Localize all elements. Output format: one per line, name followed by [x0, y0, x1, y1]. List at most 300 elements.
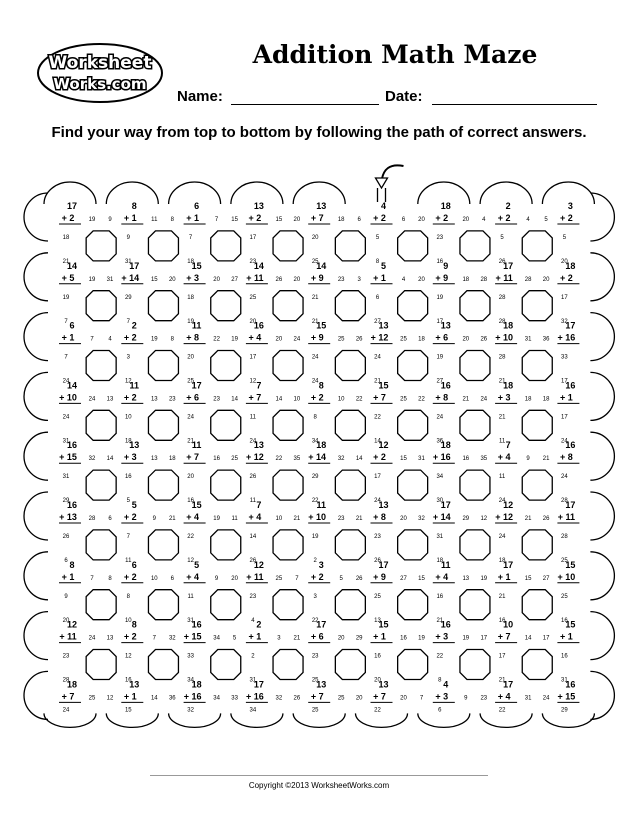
maze-wall-octagon: [335, 291, 365, 321]
problem-addend-bottom: + 4: [497, 452, 511, 463]
problem-addend-top: 3: [318, 559, 324, 570]
answer-label: 14: [355, 456, 363, 463]
maze-wall-octagon: [148, 231, 178, 261]
answer-label: 20: [462, 336, 470, 343]
answer-label: 22: [436, 653, 444, 660]
maze-wall-octagon: [148, 590, 178, 620]
answer-label: 6: [375, 294, 380, 301]
answer-label: 20: [293, 276, 301, 283]
answer-label: 25: [374, 593, 381, 600]
answer-label: 22: [213, 336, 220, 343]
answer-label: 15: [150, 276, 158, 283]
answer-label: 15: [124, 707, 132, 714]
answer-label: 26: [480, 336, 488, 343]
answer-label: 26: [355, 575, 363, 582]
problem-addend-bottom: + 10: [308, 512, 327, 522]
maze-wall-octagon: [148, 530, 178, 560]
problem-addend-bottom: + 11: [495, 272, 513, 283]
maze-side-bump: [24, 372, 48, 420]
problem-addend-top: 11: [191, 320, 202, 331]
answer-label: 34: [436, 474, 444, 481]
problem-addend-bottom: + 2: [123, 392, 137, 403]
answer-label: 3: [313, 593, 317, 600]
maze-bottom-bump: [542, 713, 594, 727]
problem-addend-top: 7: [505, 440, 511, 451]
maze-wall-octagon: [148, 351, 178, 381]
maze-wall-octagon: [335, 470, 365, 500]
answer-label: 9: [64, 593, 68, 600]
answer-label: 28: [498, 354, 506, 361]
problem-addend-top: 14: [66, 380, 78, 391]
answer-label: 24: [561, 474, 568, 481]
problem-addend-top: 2: [131, 320, 137, 331]
answer-label: 21: [498, 593, 506, 600]
answer-label: 14: [231, 396, 238, 403]
problem-addend-bottom: + 2: [248, 213, 262, 223]
answer-label: 16: [462, 456, 470, 463]
answer-label: 18: [62, 235, 70, 241]
maze-wall-octagon: [398, 231, 428, 261]
answer-label: 11: [231, 516, 238, 522]
maze-wall-octagon: [211, 291, 241, 321]
answer-label: 8: [438, 677, 442, 684]
problem-addend-bottom: + 1: [373, 631, 386, 642]
maze-wall-octagon: [460, 470, 490, 500]
answer-label: 13: [150, 456, 158, 463]
problem-addend-bottom: + 7: [497, 631, 511, 642]
answer-label: 14: [150, 695, 158, 702]
answer-label: 16: [561, 617, 568, 624]
answer-label: 11: [187, 593, 194, 600]
problem-addend-top: 6: [194, 201, 200, 211]
answer-label: 20: [311, 235, 319, 241]
answer-label: 16: [436, 259, 444, 265]
answer-label: 10: [124, 617, 132, 624]
answer-label: 9: [214, 575, 219, 582]
answer-label: 32: [561, 318, 568, 325]
problem-addend-top: 17: [316, 619, 327, 630]
instructions: Find your way from top to bottom by following the path of correct answers.: [51, 124, 587, 141]
answer-label: 23: [337, 276, 345, 283]
answer-label: 12: [106, 695, 114, 702]
problem-addend-top: 12: [378, 440, 389, 451]
problem-addend-bottom: + 4: [435, 571, 449, 582]
answer-label: 6: [108, 516, 112, 522]
answer-label: 21: [355, 516, 363, 522]
answer-label: 11: [498, 474, 506, 481]
answer-label: 19: [187, 318, 194, 325]
answer-label: 20: [275, 336, 283, 343]
answer-label: 36: [436, 438, 444, 445]
problem-addend-top: 2: [256, 619, 262, 630]
answer-label: 26: [249, 474, 257, 481]
answer-label: 26: [62, 534, 70, 540]
answer-label: 31: [524, 336, 532, 343]
maze-bottom-bump: [169, 713, 221, 727]
answer-label: 21: [524, 516, 532, 522]
maze-wall-octagon: [460, 351, 490, 381]
problem-addend-top: 17: [66, 201, 78, 211]
answer-label: 35: [480, 456, 488, 463]
maze-wall-octagon: [148, 650, 178, 680]
answer-label: 21: [374, 378, 381, 385]
answer-label: 16: [436, 593, 444, 600]
answer-label: 25: [88, 695, 96, 702]
answer-label: 24: [311, 378, 319, 385]
problem-addend-bottom: + 2: [123, 512, 137, 522]
maze-bottom-bump: [480, 713, 532, 727]
answer-label: 20: [400, 516, 407, 522]
answer-label: 19: [88, 276, 96, 283]
answer-label: 19: [418, 635, 425, 642]
maze-wall-octagon: [460, 530, 490, 560]
problem-addend-bottom: + 4: [497, 691, 511, 702]
maze-wall-octagon: [211, 351, 241, 381]
answer-label: 14: [249, 534, 257, 540]
answer-label: 23: [374, 534, 381, 540]
maze-wall-octagon: [273, 650, 303, 680]
problem-addend-bottom: + 2: [310, 571, 324, 582]
answer-label: 4: [482, 217, 486, 223]
answer-label: 31: [62, 438, 70, 445]
maze-wall-octagon: [460, 650, 490, 680]
problem-addend-bottom: + 15: [183, 631, 202, 642]
answer-label: 20: [561, 259, 568, 265]
problem-addend-bottom: + 10: [557, 571, 576, 582]
answer-label: 7: [90, 575, 94, 582]
maze-wall-octagon: [335, 530, 365, 560]
answer-label: 20: [187, 354, 194, 361]
answer-label: 17: [498, 653, 506, 660]
answer-label: 13: [462, 575, 470, 582]
answer-label: 14: [275, 396, 283, 403]
maze-side-bump: [590, 492, 614, 540]
maze-wall-octagon: [522, 291, 552, 321]
answer-label: 23: [249, 593, 257, 600]
problem-addend-top: 14: [316, 260, 327, 271]
maze-text: [59, 201, 579, 713]
answer-label: 25: [400, 336, 407, 343]
answer-label: 31: [524, 695, 532, 702]
answer-label: 24: [480, 396, 488, 403]
problem-addend-top: 16: [66, 440, 78, 451]
answer-label: 11: [249, 414, 257, 421]
maze-wall-octagon: [398, 530, 428, 560]
problem-addend-bottom: + 14: [308, 452, 327, 463]
problem-addend-bottom: + 12: [370, 332, 389, 343]
problem-addend-bottom: + 1: [560, 631, 573, 642]
problem-addend-top: 16: [565, 440, 576, 451]
maze-wall-octagon: [273, 291, 303, 321]
maze-side-bump: [590, 372, 614, 420]
maze-wall-octagon: [460, 410, 490, 440]
maze-entrance: [378, 188, 386, 202]
maze-wall-octagon: [335, 231, 365, 261]
answer-label: 31: [418, 456, 425, 463]
problem-addend-top: 6: [131, 559, 137, 570]
maze-wall-octagon: [522, 410, 552, 440]
answer-label: 23: [480, 695, 488, 702]
answer-label: 25: [275, 575, 283, 582]
problem-addend-top: 4: [443, 679, 449, 690]
answer-label: 18: [436, 558, 444, 564]
problem-addend-top: 12: [66, 619, 78, 630]
maze-side-bump: [590, 313, 614, 361]
answer-label: 24: [249, 438, 257, 445]
answer-label: 20: [213, 276, 220, 283]
problem-addend-top: 13: [253, 201, 264, 211]
problem-addend-top: 17: [378, 559, 389, 570]
problem-addend-bottom: + 2: [373, 213, 386, 223]
problem-addend-bottom: + 13: [59, 512, 77, 522]
answer-label: 24: [88, 396, 96, 403]
problem-addend-top: 8: [318, 380, 324, 391]
answer-label: 23: [168, 396, 176, 403]
answer-label: 16: [400, 635, 407, 642]
answer-label: 24: [62, 707, 70, 714]
answer-label: 15: [400, 456, 407, 463]
answer-label: 17: [561, 414, 568, 421]
answer-label: 9: [152, 516, 156, 522]
answer-label: 36: [542, 336, 550, 343]
problem-addend-top: 17: [503, 260, 514, 271]
maze-side-bump: [590, 432, 614, 480]
problem-addend-bottom: + 7: [248, 392, 262, 403]
maze-side-bump: [590, 612, 614, 660]
problem-addend-top: 13: [316, 679, 327, 690]
problem-addend-bottom: + 2: [123, 631, 137, 642]
answer-label: 2: [251, 653, 255, 660]
maze-wall-octagon: [211, 530, 241, 560]
maze-wall-octagon: [273, 410, 303, 440]
answer-label: 11: [151, 217, 158, 223]
answer-label: 25: [187, 378, 194, 385]
logo-line1: Worksheet: [48, 53, 152, 73]
answer-label: 25: [400, 396, 407, 403]
answer-label: 7: [214, 217, 219, 223]
problem-addend-top: 15: [191, 260, 202, 271]
answer-label: 20: [168, 276, 176, 283]
problem-addend-bottom: + 16: [246, 691, 264, 702]
answer-label: 7: [64, 354, 68, 361]
maze-side-bump: [24, 313, 48, 361]
problem-addend-top: 18: [316, 440, 327, 451]
answer-label: 16: [561, 653, 568, 660]
answer-label: 17: [374, 474, 381, 481]
answer-label: 21: [462, 396, 470, 403]
answer-label: 14: [524, 635, 532, 642]
answer-label: 33: [231, 695, 238, 702]
answer-label: 24: [88, 635, 96, 642]
answer-label: 21: [187, 438, 194, 445]
answer-label: 11: [125, 558, 132, 564]
answer-label: 18: [498, 558, 506, 564]
maze-wall-octagon: [273, 231, 303, 261]
answer-label: 19: [150, 336, 158, 343]
answer-label: 3: [277, 635, 281, 642]
answer-label: 36: [168, 695, 176, 702]
answer-label: 34: [249, 707, 257, 714]
maze-bottom-bump: [44, 713, 96, 727]
answer-label: 4: [108, 336, 112, 343]
problem-addend-bottom: + 1: [248, 631, 262, 642]
problem-addend-top: 18: [503, 380, 514, 391]
problem-addend-top: 12: [503, 500, 514, 510]
answer-label: 31: [561, 677, 568, 684]
answer-label: 32: [187, 707, 194, 714]
problem-addend-top: 18: [440, 440, 451, 451]
answer-label: 19: [62, 294, 70, 301]
problem-addend-top: 13: [378, 679, 389, 690]
answer-label: 33: [187, 653, 194, 660]
maze-wall-octagon: [460, 590, 490, 620]
problem-addend-top: 16: [565, 679, 576, 690]
answer-label: 28: [480, 276, 488, 283]
answer-label: 17: [542, 635, 550, 642]
problem-addend-bottom: + 1: [61, 332, 75, 343]
maze-wall-octagon: [522, 351, 552, 381]
problem-addend-top: 16: [191, 619, 202, 630]
problem-addend-bottom: + 2: [123, 571, 137, 582]
maze-wall-octagon: [522, 590, 552, 620]
answer-label: 32: [418, 516, 425, 522]
answer-label: 12: [249, 378, 257, 385]
answer-label: 10: [337, 396, 345, 403]
answer-label: 13: [106, 396, 114, 403]
answer-label: 19: [213, 516, 220, 522]
answer-label: 19: [462, 635, 470, 642]
problem-addend-top: 17: [565, 500, 576, 510]
answer-label: 5: [500, 235, 504, 241]
problem-addend-top: 15: [565, 559, 576, 570]
problem-addend-bottom: + 1: [497, 571, 511, 582]
problem-addend-bottom: + 4: [248, 512, 262, 522]
problem-addend-bottom: + 3: [186, 272, 199, 283]
maze-wall-octagon: [86, 351, 116, 381]
answer-label: 21: [62, 259, 70, 265]
problem-addend-bottom: + 9: [373, 571, 386, 582]
answer-label: 26: [249, 558, 257, 564]
problem-addend-top: 2: [505, 201, 511, 211]
answer-label: 6: [64, 558, 68, 564]
maze-wall-octagon: [273, 590, 303, 620]
answer-label: 7: [64, 318, 68, 325]
answer-label: 17: [561, 378, 568, 385]
maze-wall-octagon: [86, 231, 116, 261]
answer-label: 24: [187, 414, 194, 421]
answer-label: 22: [374, 707, 381, 714]
answer-label: 12: [480, 516, 488, 522]
answer-label: 26: [374, 558, 381, 564]
answer-label: 20: [374, 677, 381, 684]
answer-label: 19: [436, 294, 444, 301]
answer-label: 19: [436, 354, 444, 361]
problem-addend-top: 16: [565, 380, 576, 391]
answer-label: 31: [187, 617, 194, 624]
maze-side-bump: [24, 492, 48, 540]
answer-label: 26: [275, 276, 283, 283]
answer-label: 26: [498, 259, 506, 265]
answer-label: 31: [62, 474, 70, 481]
problem-addend-top: 17: [191, 380, 202, 391]
answer-label: 2: [313, 558, 317, 564]
maze-wall-octagon: [148, 291, 178, 321]
answer-label: 20: [542, 276, 550, 283]
problem-addend-top: 13: [378, 320, 389, 331]
problem-addend-bottom: + 7: [310, 691, 324, 702]
answer-label: 19: [480, 575, 488, 582]
answer-label: 29: [62, 498, 70, 505]
answer-label: 28: [524, 276, 532, 283]
answer-label: 34: [311, 438, 319, 445]
problem-addend-bottom: + 8: [560, 452, 573, 463]
problem-addend-bottom: + 7: [310, 213, 324, 223]
answer-label: 18: [462, 276, 470, 283]
problem-addend-bottom: + 14: [432, 512, 451, 522]
answer-label: 5: [375, 235, 380, 241]
problem-addend-top: 18: [440, 201, 451, 211]
answer-label: 6: [170, 575, 174, 582]
answer-label: 14: [106, 456, 114, 463]
answer-label: 21: [311, 294, 319, 301]
problem-addend-top: 7: [256, 500, 262, 510]
problem-addend-top: 8: [69, 559, 75, 570]
answer-label: 12: [187, 558, 194, 564]
answer-label: 23: [337, 516, 345, 522]
answer-label: 20: [187, 474, 194, 481]
maze-wall-octagon: [335, 590, 365, 620]
answer-label: 11: [498, 438, 506, 445]
maze-wall-octagon: [398, 650, 428, 680]
maze-wall-octagon: [211, 470, 241, 500]
maze-side-bump: [24, 432, 48, 480]
answer-label: 14: [374, 438, 381, 445]
answer-label: 25: [311, 677, 319, 684]
answer-label: 13: [374, 617, 381, 624]
maze-wall-octagon: [86, 650, 116, 680]
problem-addend-top: 15: [191, 500, 202, 510]
maze-wall-octagon: [522, 470, 552, 500]
problem-addend-bottom: + 2: [497, 213, 511, 223]
maze-bottom-bump: [418, 713, 470, 727]
answer-label: 18: [524, 396, 532, 403]
logo-line2: Works.com: [53, 75, 147, 93]
answer-label: 26: [542, 516, 550, 522]
maze-wall-octagon: [148, 470, 178, 500]
answer-label: 9: [108, 217, 112, 223]
answer-label: 15: [231, 217, 238, 223]
answer-label: 25: [231, 456, 238, 463]
answer-label: 32: [88, 456, 96, 463]
answer-label: 22: [418, 396, 425, 403]
answer-label: 22: [498, 707, 506, 714]
answer-label: 22: [311, 498, 319, 505]
answer-label: 8: [170, 336, 174, 343]
answer-label: 24: [293, 336, 301, 343]
answer-label: 24: [436, 414, 444, 421]
maze-bottom-bump: [106, 713, 158, 727]
problem-addend-top: 17: [503, 559, 514, 570]
problem-addend-top: 11: [191, 440, 202, 451]
answer-label: 27: [231, 276, 238, 283]
answer-label: 17: [249, 235, 257, 241]
answer-label: 18: [337, 217, 345, 223]
answer-label: 12: [124, 653, 132, 660]
answer-label: 24: [498, 498, 506, 505]
answer-label: 13: [150, 396, 158, 403]
problem-addend-bottom: + 8: [373, 512, 386, 522]
answer-label: 22: [311, 617, 319, 624]
